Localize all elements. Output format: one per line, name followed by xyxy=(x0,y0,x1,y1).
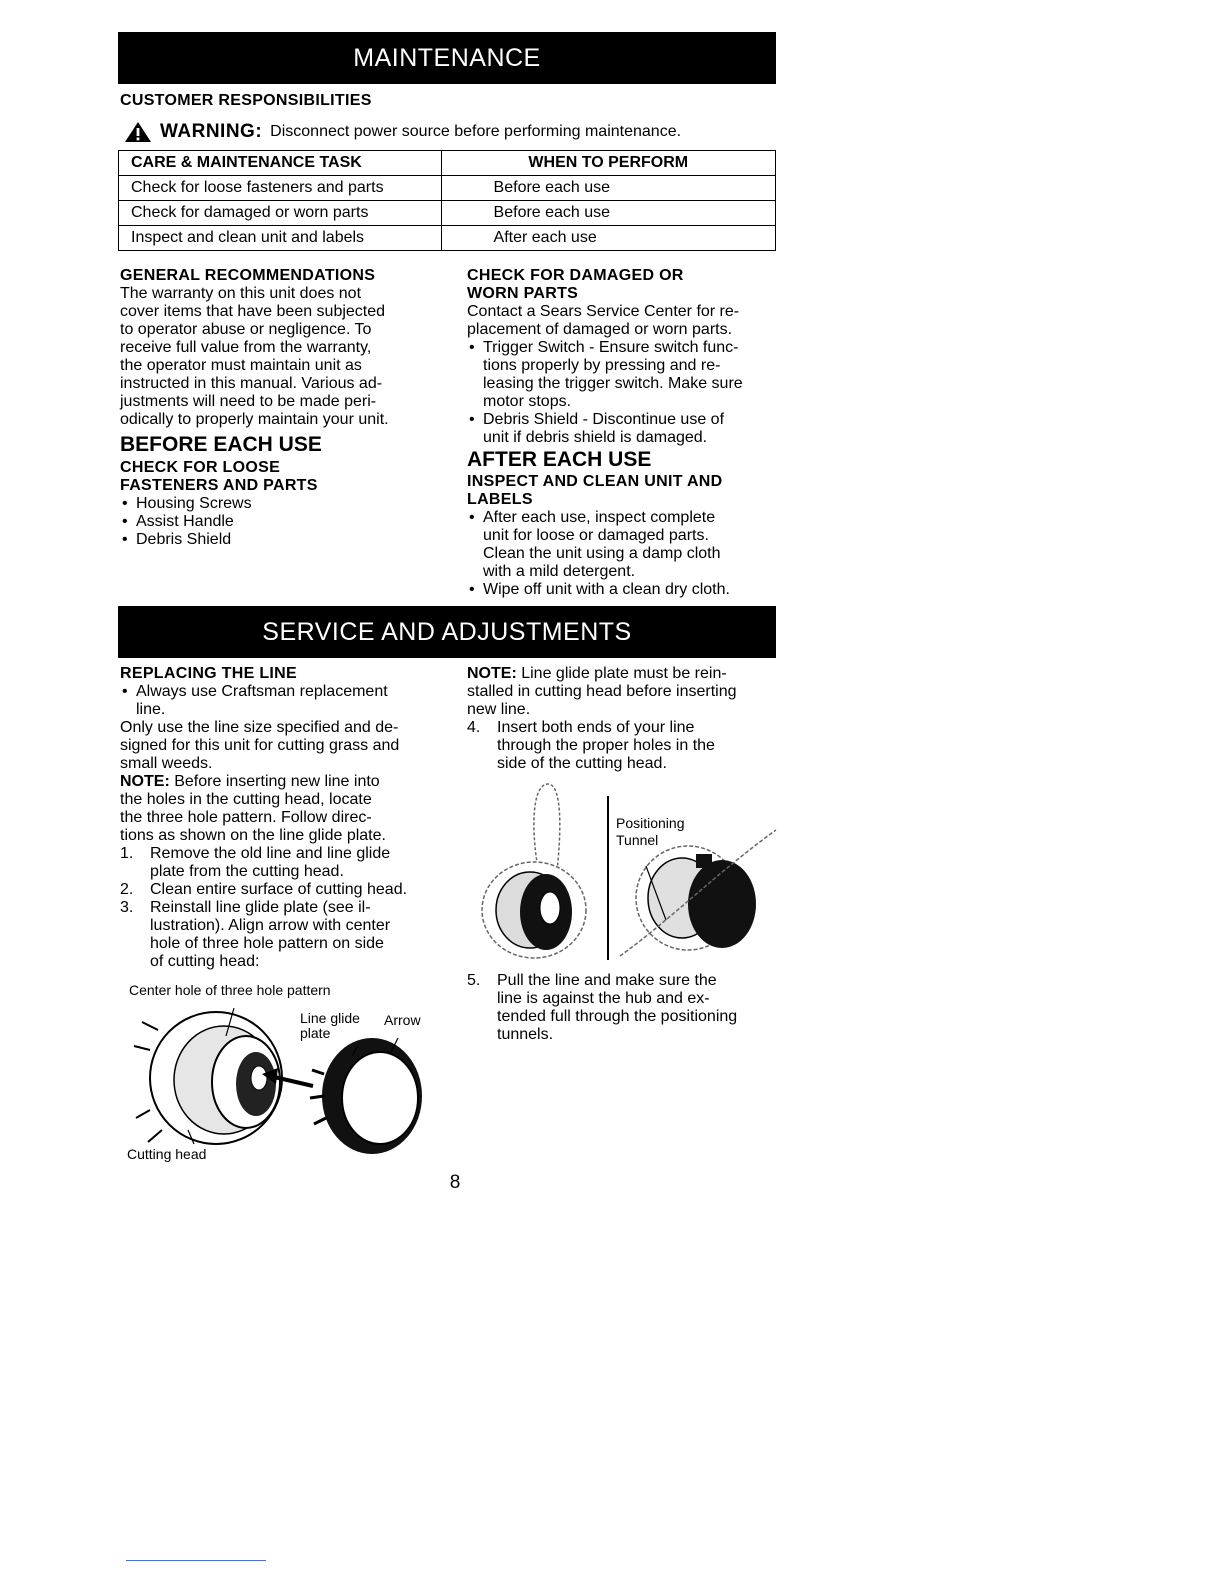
label-line: Line glide xyxy=(300,1010,360,1026)
warning-label: WARNING: xyxy=(160,121,263,142)
text-line: Contact a Sears Service Center for re- xyxy=(467,303,740,320)
footer-rule xyxy=(126,1560,266,1561)
list-item xyxy=(467,411,779,447)
text-line xyxy=(120,773,440,791)
text-line: of cutting head: xyxy=(150,953,260,970)
cutting-head-label: Cutting head xyxy=(127,1146,207,1162)
line-glide-plate-label xyxy=(300,1011,360,1041)
inspect-clean-heading xyxy=(467,473,779,509)
text-line: tended full through the positioning xyxy=(497,1008,738,1025)
heading-line: INSPECT AND CLEAN UNIT AND xyxy=(467,473,723,490)
line-size-text xyxy=(120,719,440,773)
warning-line xyxy=(124,120,681,144)
list-item xyxy=(120,845,440,881)
text-line: motor stops. xyxy=(483,393,572,410)
list-item xyxy=(120,683,440,719)
table-cell-task: Check for damaged or worn parts xyxy=(119,201,442,226)
service-left-column xyxy=(120,665,440,971)
text-line: instructed in this manual. Various ad- xyxy=(120,375,383,392)
heading-line: LABELS xyxy=(467,491,533,508)
service-right-column xyxy=(467,665,779,773)
text-line: leasing the trigger switch. Make sure xyxy=(483,375,743,392)
table-cell-when: After each use xyxy=(441,226,775,251)
list-item xyxy=(467,339,779,411)
step-five xyxy=(467,972,779,1044)
general-recommendations-heading: GENERAL RECOMMENDATIONS xyxy=(120,267,376,284)
text-line: unit for loose or damaged parts. xyxy=(483,527,709,544)
text-line: tunnels. xyxy=(497,1026,554,1043)
text-line: • After each use, inspect complete xyxy=(483,509,716,526)
arrow-label: Arrow xyxy=(384,1012,421,1028)
text-line: small weeds. xyxy=(120,755,213,772)
check-loose-heading xyxy=(120,459,440,495)
text-line: placement of damaged or worn parts. xyxy=(467,321,733,338)
list-item xyxy=(467,719,779,773)
text-span: Line glide plate must be rein- xyxy=(516,665,727,682)
list-item xyxy=(120,899,440,971)
steps-list xyxy=(467,972,779,1044)
text-line: plate from the cutting head. xyxy=(150,863,344,880)
heading-line: CHECK FOR LOOSE xyxy=(120,459,281,476)
text-line: justments will need to be made peri- xyxy=(120,393,377,410)
maintenance-right-column xyxy=(467,267,779,599)
before-each-use-heading: BEFORE EACH USE xyxy=(120,433,322,456)
list-item xyxy=(120,881,440,899)
check-damaged-intro xyxy=(467,303,779,339)
step-number: 1. xyxy=(120,845,134,862)
text-line: signed for this unit for cutting grass and xyxy=(120,737,400,754)
text-line: side of the cutting head. xyxy=(497,755,667,772)
step-number: 2. xyxy=(120,881,134,898)
text-line: new line. xyxy=(467,701,531,718)
after-each-use-heading: AFTER EACH USE xyxy=(467,448,652,471)
table-row xyxy=(119,201,776,226)
text-line: odically to properly maintain your unit. xyxy=(120,411,389,428)
maintenance-left-column xyxy=(120,267,440,549)
label-line: Positioning xyxy=(616,815,685,831)
text-line: receive full value from the warranty, xyxy=(120,339,372,356)
note-glide-plate xyxy=(467,665,779,719)
service-banner: SERVICE AND ADJUSTMENTS xyxy=(118,606,776,658)
text-line: the holes in the cutting head, locate xyxy=(120,791,372,808)
table-cell-when: Before each use xyxy=(441,176,775,201)
text-line: with a mild detergent. xyxy=(483,563,636,580)
note-before-inserting xyxy=(120,773,440,845)
text-line: Remove the old line and line glide xyxy=(150,845,391,862)
replacing-line-heading: REPLACING THE LINE xyxy=(120,665,297,682)
table-header-row xyxy=(119,151,776,176)
maintenance-banner: MAINTENANCE xyxy=(118,32,776,84)
center-hole-label: Center hole of three hole pattern xyxy=(129,982,331,998)
text-line: lustration). Align arrow with center xyxy=(150,917,391,934)
text-line: line. xyxy=(136,701,166,718)
before-each-use-list xyxy=(120,495,440,549)
text-line: cover items that have been subjected xyxy=(120,303,386,320)
text-line: Pull the line and make sure the xyxy=(497,972,717,989)
table-row xyxy=(119,176,776,201)
steps-list xyxy=(120,845,440,971)
text-line: Clean the unit using a damp cloth xyxy=(483,545,721,562)
label-line: plate xyxy=(300,1025,331,1041)
check-damaged-list xyxy=(467,339,779,447)
list-item: • Wipe off unit with a clean dry cloth. xyxy=(467,581,779,599)
table-header-task: CARE & MAINTENANCE TASK xyxy=(119,151,442,176)
list-item: • Housing Screws xyxy=(120,495,440,513)
text-line: Clean entire surface of cutting head. xyxy=(150,881,408,898)
text-line: the three hole pattern. Follow direc- xyxy=(120,809,372,826)
text-line: • Debris Shield - Discontinue use of xyxy=(483,411,725,428)
heading-line: FASTENERS AND PARTS xyxy=(120,477,318,494)
text-line: The warranty on this unit does not xyxy=(120,285,362,302)
general-recommendations-text xyxy=(120,285,440,429)
replacing-line-list xyxy=(120,683,440,719)
text-line: • Trigger Switch - Ensure switch func- xyxy=(483,339,739,356)
list-item: • Assist Handle xyxy=(120,513,440,531)
check-damaged-heading xyxy=(467,267,779,303)
insert-line-illustration xyxy=(470,780,782,970)
text-line: through the proper holes in the xyxy=(497,737,715,754)
note-label: NOTE: xyxy=(120,773,170,790)
heading-line: CHECK FOR DAMAGED OR xyxy=(467,267,684,284)
positioning-tunnel-label xyxy=(616,815,685,849)
text-line: • Always use Craftsman replacement xyxy=(136,683,388,700)
text-line: tions properly by pressing and re- xyxy=(483,357,721,374)
maintenance-table xyxy=(118,150,776,251)
text-line: Reinstall line glide plate (see il- xyxy=(150,899,371,916)
text-line: hole of three hole pattern on side xyxy=(150,935,384,952)
text-line: stalled in cutting head before inserting xyxy=(467,683,737,700)
after-each-use-list xyxy=(467,509,779,599)
text-line: line is against the hub and ex- xyxy=(497,990,710,1007)
warning-triangle-icon xyxy=(124,121,152,143)
text-line: Insert both ends of your line xyxy=(497,719,695,736)
text-line: the operator must maintain unit as xyxy=(120,357,362,374)
list-item: • Debris Shield xyxy=(120,531,440,549)
table-cell-when: Before each use xyxy=(441,201,775,226)
heading-line: WORN PARTS xyxy=(467,285,579,302)
text-line: tions as shown on the line glide plate. xyxy=(120,827,386,844)
page-number: 8 xyxy=(449,1172,461,1193)
list-item xyxy=(467,509,779,581)
table-header-when: WHEN TO PERFORM xyxy=(441,151,775,176)
text-line: to operator abuse or negligence. To xyxy=(120,321,372,338)
note-label: NOTE: xyxy=(467,665,517,682)
list-item xyxy=(467,972,779,1044)
step-number: 5. xyxy=(467,972,481,989)
step-number: 3. xyxy=(120,899,134,916)
text-line: unit if debris shield is damaged. xyxy=(483,429,708,446)
steps-list xyxy=(467,719,779,773)
warning-text: Disconnect power source before performing maintenance. xyxy=(270,123,682,140)
table-cell-task: Check for loose fasteners and parts xyxy=(119,176,442,201)
label-line: Tunnel xyxy=(616,832,659,848)
step-number: 4. xyxy=(467,719,481,736)
text-line xyxy=(467,665,779,683)
table-cell-task: Inspect and clean unit and labels xyxy=(119,226,442,251)
customer-responsibilities-heading: CUSTOMER RESPONSIBILITIES xyxy=(120,92,372,109)
table-row xyxy=(119,226,776,251)
text-line: Only use the line size specified and de- xyxy=(120,719,399,736)
text-span: Before inserting new line into xyxy=(169,773,380,790)
